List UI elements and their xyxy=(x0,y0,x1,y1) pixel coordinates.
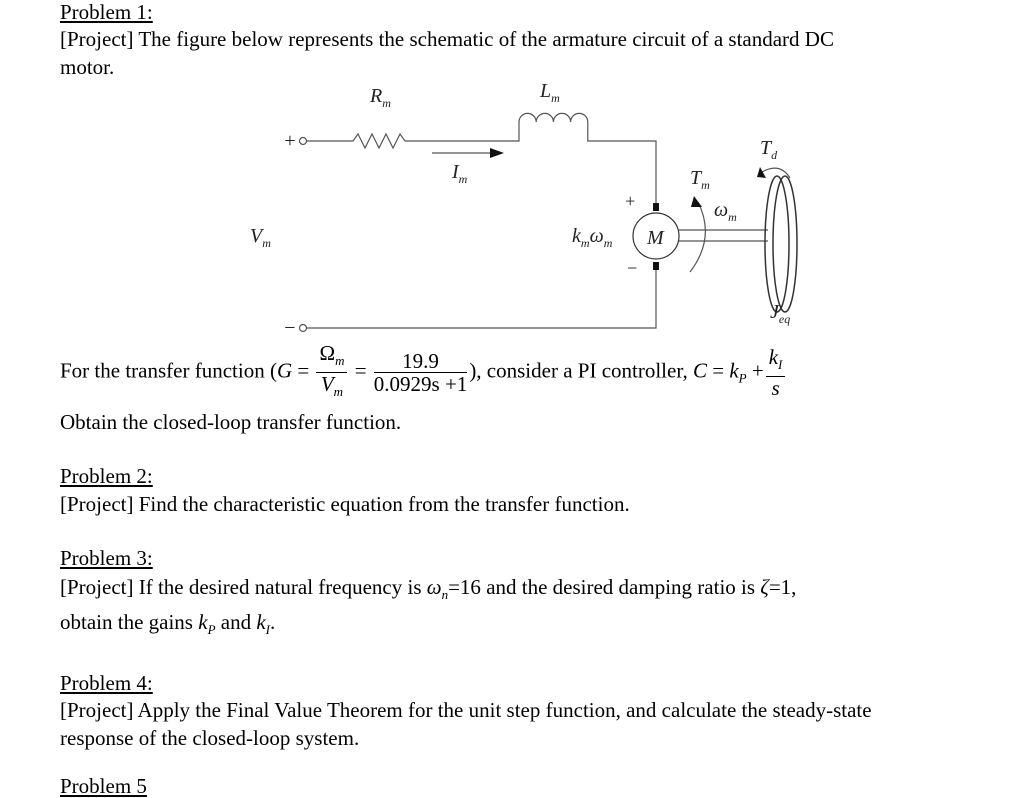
subscript: m xyxy=(551,91,560,105)
numerator: 19.9 xyxy=(374,350,468,373)
obtain-text: Obtain the closed-loop transfer function. xyxy=(60,410,402,434)
text: and the desired damping ratio is xyxy=(486,575,756,599)
g: G xyxy=(276,358,293,383)
omega: Ω xyxy=(319,341,336,365)
subscript: I xyxy=(265,622,271,637)
back-emf-label: k xyxy=(572,225,581,247)
svg-text:kmωm xyxy=(572,225,613,250)
eq: = xyxy=(354,358,367,383)
omega: ω xyxy=(589,225,604,247)
omega: ω xyxy=(426,575,442,599)
subscript: m xyxy=(335,353,345,368)
problem-4-title: Problem 4: xyxy=(60,671,153,695)
text: For the transfer function ( xyxy=(60,358,277,383)
denominator: 0.0929s +1 xyxy=(373,372,468,396)
svg-text:Rm xyxy=(369,85,391,110)
tm-label: T xyxy=(690,167,702,189)
eq: = xyxy=(297,358,310,383)
problem-1-title: Problem 1: xyxy=(60,0,153,24)
omega-m-label: ω xyxy=(714,199,729,221)
svg-text:ωm xyxy=(714,199,737,224)
ki: k xyxy=(768,345,779,369)
subscript: m xyxy=(333,384,344,399)
s: s xyxy=(771,376,780,400)
problem-2-text: [Project] Find the characteristic equation from the transfer function. xyxy=(60,492,630,516)
svg-text:Td xyxy=(760,137,778,162)
problem-3-text-2 xyxy=(60,610,275,642)
problem-4-text-2: response of the closed-loop system. xyxy=(60,726,360,750)
motor-minus: − xyxy=(626,258,639,278)
text: . xyxy=(270,610,276,634)
c: C xyxy=(692,358,707,383)
problem-5-title: Problem 5 xyxy=(60,774,147,798)
lm-label: L xyxy=(540,80,552,102)
td-label: T xyxy=(760,137,772,159)
problem-2-title: Problem 2: xyxy=(60,464,153,488)
plus-terminal-label: + xyxy=(283,130,297,152)
subscript: n xyxy=(441,587,449,602)
eq: = xyxy=(712,358,725,383)
subscript: m xyxy=(458,172,468,186)
text: ), consider a PI controller, xyxy=(469,358,688,383)
plus: + xyxy=(751,358,764,383)
subscript: m xyxy=(262,236,271,250)
minus-terminal-label: − xyxy=(283,317,297,339)
text: obtain the gains xyxy=(60,610,193,634)
problem-3-title: Problem 3: xyxy=(60,546,153,570)
vm-label: V xyxy=(250,225,263,247)
problem-4-text-1: [Project] Apply the Final Value Theorem for the unit step function, and calculate the steady-state xyxy=(60,698,872,722)
subscript: P xyxy=(738,370,747,386)
value: =16 xyxy=(448,575,481,599)
subscript: m xyxy=(603,236,613,250)
omega-over-v xyxy=(316,342,347,403)
transfer-function-line xyxy=(60,342,787,403)
problem-1-text-2: motor. xyxy=(60,55,115,79)
subscript: I xyxy=(778,357,783,372)
kp: k xyxy=(729,358,739,383)
v: V xyxy=(320,372,334,396)
subscript: eq xyxy=(778,312,791,326)
k: k xyxy=(256,610,266,634)
ki-over-s xyxy=(766,346,786,399)
subscript: P xyxy=(207,622,216,637)
motor-plus: + xyxy=(624,191,637,211)
problem-3-text-1 xyxy=(60,575,796,607)
subscript: d xyxy=(771,148,778,162)
rm-label: R xyxy=(370,85,383,107)
subscript: m xyxy=(701,178,710,192)
jeq-label: J xyxy=(770,301,779,323)
dc-motor-schematic xyxy=(0,0,1024,340)
svg-text:Im xyxy=(451,161,468,186)
svg-text:Tm xyxy=(690,167,710,192)
value: =1, xyxy=(768,575,797,599)
svg-text:Vm xyxy=(250,225,271,250)
im-label: I xyxy=(452,161,459,183)
subscript: m xyxy=(580,236,590,250)
k: k xyxy=(198,610,208,634)
svg-text:Lm xyxy=(539,80,560,105)
zeta: ζ xyxy=(760,575,769,599)
subscript: m xyxy=(382,96,391,110)
subscript: m xyxy=(728,210,737,224)
motor-symbol: M xyxy=(647,227,664,249)
problem-1-text-1: [Project] The figure below represents the schematic of the armature circuit of a standard DC xyxy=(60,27,834,51)
text: [Project] If the desired natural frequency is xyxy=(60,575,422,599)
plant-fraction xyxy=(374,350,468,395)
text: and xyxy=(220,610,252,634)
